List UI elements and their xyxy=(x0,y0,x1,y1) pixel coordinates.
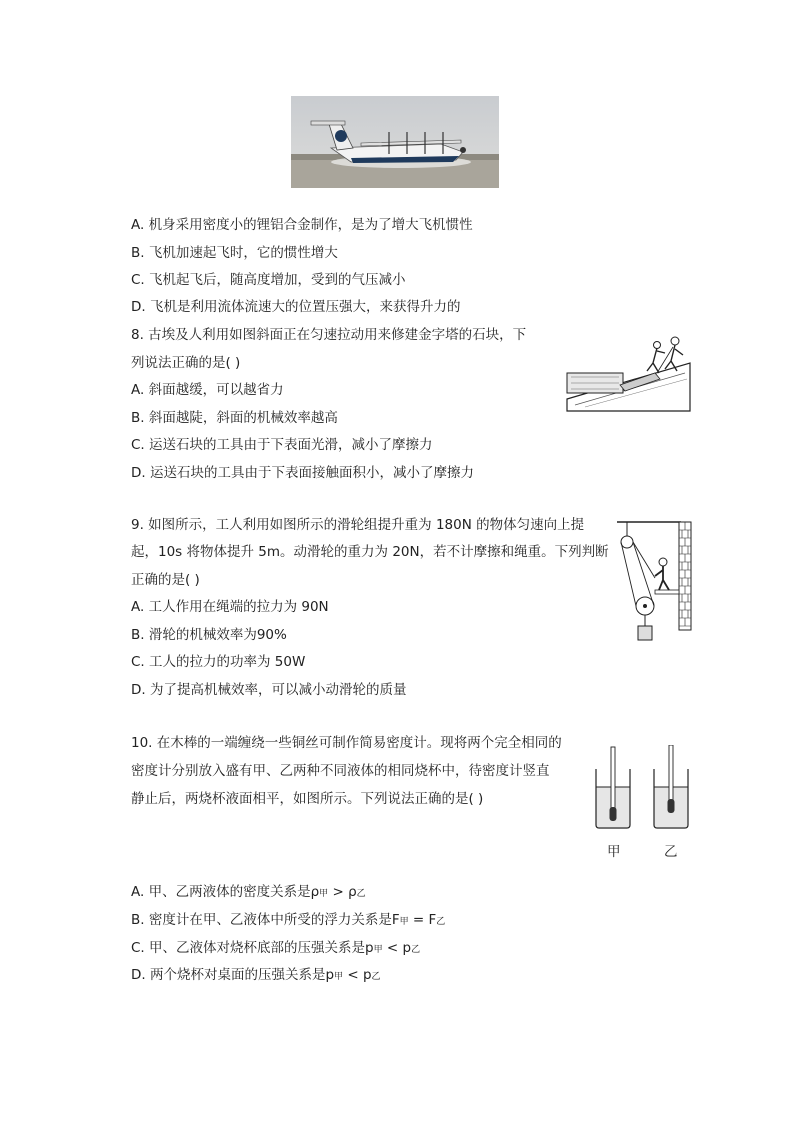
q10-option-d: D. 两个烧杯对桌面的压强关系是p甲 < p乙 xyxy=(131,967,381,983)
q10-stem: 10. 在木棒的一端缠绕一些铜丝可制作简易密度计。现将两个完全相同的 xyxy=(131,735,562,751)
q10-stem-end: 静止后，两烧杯液面相平，如图所示。下列说法正确的是( ) xyxy=(131,791,484,807)
q8-option-d: D. 运送石块的工具由于下表面接触面积小，减小了摩擦力 xyxy=(131,465,474,481)
q7-option-c: C. 飞机起飞后，随高度增加，受到的气压减小 xyxy=(131,272,406,288)
incline-ramp-illustration xyxy=(565,333,692,413)
seaplane-photo xyxy=(291,96,499,188)
q9-option-a: A. 工人作用在绳端的拉力为 90N xyxy=(131,599,329,615)
q8-option-a: A. 斜面越缓，可以越省力 xyxy=(131,382,284,398)
q9-option-b: B. 滑轮的机械效率为90% xyxy=(131,627,287,643)
beaker-label-jia: 甲 xyxy=(607,844,621,860)
q9-stem-continued: 起，10s 将物体提升 5m。动滑轮的重力为 20N，若不计摩擦和绳重。下列判断 xyxy=(131,544,609,560)
q7-option-a: A. 机身采用密度小的锂铝合金制作，是为了增大飞机惯性 xyxy=(131,217,473,233)
q8-option-c: C. 运送石块的工具由于下表面光滑，减小了摩擦力 xyxy=(131,437,433,453)
q8-stem-continued: 列说法正确的是( ) xyxy=(131,355,241,371)
q10-option-b: B. 密度计在甲、乙液体中所受的浮力关系是F甲 = F乙 xyxy=(131,912,446,928)
q7-option-b: B. 飞机加速起飞时，它的惯性增大 xyxy=(131,245,338,261)
q8-stem: 8. 古埃及人利用如图斜面正在匀速拉动用来修建金字塔的石块，下 xyxy=(131,327,527,343)
q9-option-c: C. 工人的拉力的功率为 50W xyxy=(131,654,306,670)
q10-option-a: A. 甲、乙两液体的密度关系是ρ甲 > ρ乙 xyxy=(131,884,366,900)
q9-option-d: D. 为了提高机械效率，可以减小动滑轮的质量 xyxy=(131,682,407,698)
beaker-jia xyxy=(594,745,634,829)
beaker-label-yi: 乙 xyxy=(664,844,678,860)
q9-stem: 9. 如图所示，工人利用如图所示的滑轮组提升重为 180N 的物体匀速向上提 xyxy=(131,517,585,533)
q10-stem-continued: 密度计分别放入盛有甲、乙两种不同液体的相同烧杯中，待密度计竖直 xyxy=(131,763,550,779)
q9-stem-end: 正确的是( ) xyxy=(131,572,200,588)
q7-option-d: D. 飞机是利用流体流速大的位置压强大，来获得升力的 xyxy=(131,299,461,315)
pulley-system-illustration xyxy=(615,518,695,646)
q8-option-b: B. 斜面越陡，斜面的机械效率越高 xyxy=(131,410,338,426)
q10-option-c: C. 甲、乙液体对烧杯底部的压强关系是p甲 < p乙 xyxy=(131,940,421,956)
beaker-yi xyxy=(652,745,692,829)
